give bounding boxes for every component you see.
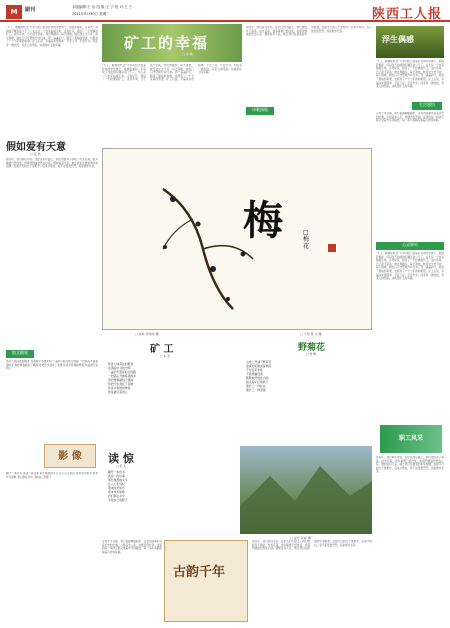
- wild-chrysanthemum-title: 野菊花: [298, 343, 326, 353]
- plum-character: 梅: [243, 197, 283, 244]
- shadow-label: 影 像: [44, 444, 96, 468]
- date-line: 2011年8月30日 星期二: [72, 12, 110, 16]
- photo-caption-3: □ 远方 张丽 摄: [290, 536, 311, 540]
- mountain-icon: [240, 446, 372, 534]
- bottom-center-text-1: 走进千年古镇，青石板路蜿蜒曲折，古老的房屋诉说着历史的沧桑。小桥流水人家，炊烟袅袅升起。这里的每一块砖瓦都记录着岁月的痕迹，每一条小巷都流淌着古老的故事。: [102, 540, 162, 554]
- kuanggong-poem: [102, 338, 232, 442]
- article-title-fake-story: 假如爱有天意: [6, 142, 66, 153]
- green-tab-right-2: 心灵驿站: [376, 242, 444, 250]
- left-col-text-3: 翻开一本旧书 读到一段往事 那些熟悉的文字 让人心生惊叹 原来时光如水 原来岁月如歌 我们都在书中 寻找自己的影子: [6, 472, 98, 479]
- mine-happiness-banner: [102, 24, 242, 62]
- article-author-fake-story: □ 张 欣: [30, 152, 41, 156]
- right-col-text-4: 那些年，我们都还年轻。在矿区的小路上，我们曾经许下承诺。时光荏苒，很多事情已经改变，但那份情谊依然在心底。假如爱有天意，就让我们在最美的年华相遇，在最平凡的日子里相守。后来才明白，爱不是轰轰烈烈，而是细水长流。: [376, 456, 444, 474]
- right-col-text-1: “大了，就要能吃苦”天车司机已经是矿井的中坚骨干，能挑起重担，可每次下井前的叮嘱总是少不了。女人从一个农家姑娘走来，走进矿区，嫁给了一个挖煤的矿工。这些年来，日子虽不宽裕，却过得踏实。每天清晨，她目送丈夫下井；每天傍晚，她在门口守望他升井归来。那一盏盏矿灯，照亮了黑暗的巷道，也照亮了一个个家庭的希望。矿工们说，幸福其实很简单：平安下井，平安升井，回家有一碗热饭，有家人的笑脸。这就是矿工的幸福。: [376, 60, 444, 89]
- page-header: [0, 0, 450, 22]
- kuanggong-title: 矿 工: [150, 344, 174, 355]
- mine-happiness-body: “大了，就要能吃苦”天车司机已经是矿井的中坚骨干，能挑起重担，可每次下井前的叮嘱总是少不了。女人从一个农家姑娘走来，走进矿区，嫁给了一个挖煤的矿工。这些年来，日子虽不宽裕，却过得踏实。每天清晨，她目送丈夫下井；每天傍晚，她在门口守望他升井归来。那一盏盏矿灯，照亮了黑暗的巷道，也照亮了一个个家庭的希望。矿工们说，幸福其实很简单：平安下井，平安升井，回家有一碗热饭，有家人的笑脸。这就是矿工的幸福。: [102, 64, 242, 82]
- reading-body: 翻开一本旧书 读到一段往事 那些熟悉的文字 让人心生惊叹 原来时光如水 原来岁月如歌 我们都在书中 寻找自己的影子: [108, 470, 128, 502]
- banner-author: □ 孙 敏: [182, 52, 193, 56]
- kuanggong-body: 你是大地深处的歌者 在黑暗中寻找光明 一盏矿灯照亮前行的路 一把镐头开凿希望的井 你把青春献给了煤海 你把汗水洒在了巷道 你是共和国的脊梁 你是最可爱的人: [108, 362, 136, 394]
- editor-line: 本版编辑:于 冶 组 版:王 宁 校 对:王 宁: [72, 5, 133, 9]
- right-header-title: 浮生偶感: [382, 34, 414, 44]
- green-tab-right: 生活感悟: [412, 102, 442, 110]
- fake-story-body: 那些年，我们都还年轻。在矿区的小路上，我们曾经许下承诺。时光荏苒，很多事情已经改变，但那份情谊依然在心底。假如爱有天意，就让我们在最美的年华相遇，在最平凡的日子里相守。后来才明白，爱不是轰轰烈烈，而是细水长流。: [6, 158, 98, 169]
- mountain-photo: [240, 446, 372, 534]
- bottom-center-text-2: 那些年，我们都还年轻。在矿区的小路上，我们曾经许下承诺。时光荏苒，很多事情已经改变，但那份情谊依然在心底。假如爱有天意，就让我们在最美的年华相遇，在最平凡的日子里相守。后来才明白，爱不是轰轰烈烈，而是细水长流。: [252, 540, 372, 551]
- mine-happiness-col1: “大了，就要能吃苦”天车司机已经是矿井的中坚骨干，能挑起重担，可每次下井前的叮嘱总是少不了。女人从一个农家姑娘走来，走进矿区，嫁给了一个挖煤的矿工。这些年来，日子虽不宽裕，却过得踏实。每天清晨，她目送丈夫下井；每天傍晚，她在门口守望他升井归来。那一盏盏矿灯，照亮了黑暗的巷道，也照亮了一个个家庭的希望。矿工们说，幸福其实很简单：平安下井，平安升井，回家有一碗热饭，有家人的笑脸。这就是矿工的幸福。: [6, 26, 98, 47]
- ancient-town-label: 古韵千年: [173, 565, 226, 580]
- wild-chrysanthemum-author: □ 刘 明: [306, 352, 317, 356]
- green-tab-center: 诗歌园地: [246, 107, 274, 115]
- reading-author: □ 宋 元: [116, 464, 127, 468]
- right-col-text-2: 走进千年古镇，青石板路蜿蜒曲折，古老的房屋诉说着历史的沧桑。小桥流水人家，炊烟袅袅升起。这里的每一块砖瓦都记录着岁月的痕迹，每一条小巷都流淌着古老的故事。: [376, 112, 444, 123]
- right-header-image: [376, 26, 444, 58]
- green-tab-left: 散文随笔: [6, 350, 34, 358]
- column-name: 副刊: [25, 7, 36, 13]
- page-badge: M: [6, 5, 22, 19]
- seal-stamp-icon: [328, 244, 336, 252]
- center-right-text: 那些年，我们都还年轻。在矿区的小路上，我们曾经许下承诺。时光荏苒，很多事情已经改变，但那份情谊依然在心底。假如爱有天意，就让我们在最美的年华相遇，在最平凡的日子里相守。后来才明白，爱不是轰轰烈烈，而是细水长流。: [246, 26, 372, 37]
- banner-title: 矿工的幸福: [124, 34, 210, 52]
- wild-chrysanthemum-poem: [240, 338, 372, 442]
- left-col-text-2: 你是大地深处的歌者 在黑暗中寻找光明 一盏矿灯照亮前行的路 一把镐头开凿希望的井 你把青春献给了煤海 你把汗水洒在了巷道 你是共和国的脊梁 你是最可爱的人: [6, 360, 98, 371]
- right-green-banner: 职工风采: [380, 425, 442, 453]
- kuanggong-author: □ 小 石: [160, 354, 171, 358]
- ancient-town-block: [164, 540, 248, 622]
- newspaper-logo: 陕西工人报: [371, 7, 442, 22]
- photo-caption-1: □ 雨林 李建伟 摄: [135, 332, 159, 336]
- right-col-text-3: “大了，就要能吃苦”天车司机已经是矿井的中坚骨干，能挑起重担，可每次下井前的叮嘱总是少不了。女人从一个农家姑娘走来，走进矿区，嫁给了一个挖煤的矿工。这些年来，日子虽不宽裕，却过得踏实。每天清晨，她目送丈夫下井；每天傍晚，她在门口守望他升井归来。那一盏盏矿灯，照亮了黑暗的巷道，也照亮了一个个家庭的希望。矿工们说，幸福其实很简单：平安下井，平安升井，回家有一碗热饭，有家人的笑脸。这就是矿工的幸福。: [376, 252, 444, 281]
- wild-chrysanthemum-body: 山坡上开满了野菊花 金黄的花瓣迎着秋风 不与百花争艳 不畏寒霜侵袭 默默地开放在山间 装点着矿区的秋天 像矿工一样朴实 像矿工一样坚强: [246, 360, 272, 392]
- plum-painting: [102, 148, 372, 330]
- plum-caption: □ 梅 花: [303, 229, 310, 250]
- reading-section: [102, 446, 232, 534]
- photo-caption-2: □ 夕阳 陈 光 摄: [300, 332, 322, 336]
- plum-branch-icon: [103, 149, 373, 331]
- reading-label: 读 惊: [108, 452, 134, 465]
